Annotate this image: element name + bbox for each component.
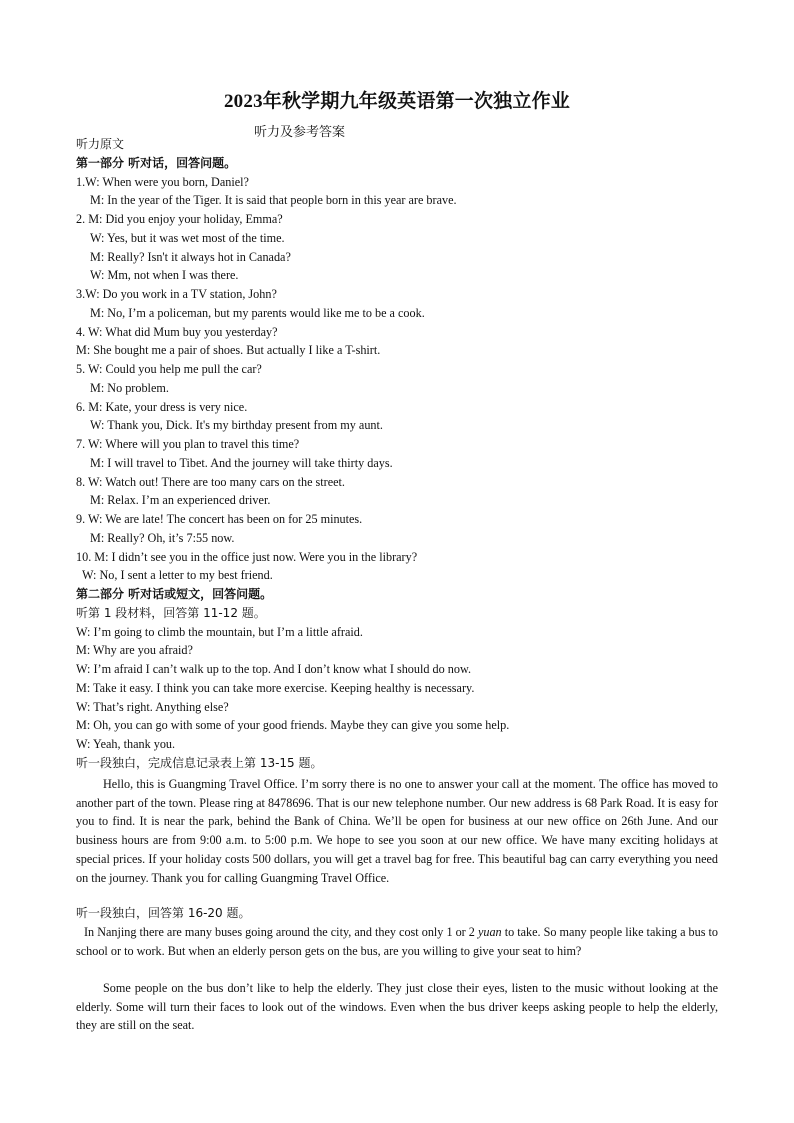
transcript-line: M: Really? Isn't it always hot in Canada?	[90, 249, 291, 264]
transcript-line: 2. M: Did you enjoy your holiday, Emma?	[76, 212, 283, 226]
transcript-line: M: She bought me a pair of shoes. But actually I like a T-shirt.	[76, 343, 381, 358]
transcript-line: 听一段独白，完成信息记录表上第 13-15 题。	[76, 755, 323, 770]
transcript-line: W: I’m going to climb the mountain, but I’m a little afraid.	[76, 624, 363, 639]
paragraph-2-text-a: In Nanjing there are many buses going around the city, and they cost only 1 or 2	[84, 925, 478, 939]
transcript-line: 6. M: Kate, your dress is very nice.	[76, 399, 248, 414]
transcript-line: M: Take it easy. I think you can take more exercise. Keeping healthy is necessary.	[76, 680, 475, 695]
transcript-line: W: Yeah, thank you.	[76, 737, 176, 751]
paragraph-2-yuan: yuan	[477, 925, 502, 939]
paragraph-2-text-b: to take. So many people like taking a bus to school or to work. But when an elderly person gets on the bus, are you willing to give your seat to him?	[76, 925, 718, 958]
transcript-line: 第二部分 听对话或短文，回答问题。	[76, 587, 273, 601]
transcript-line: 听第 1 段材料，回答第 11-12 题。	[76, 605, 266, 620]
transcript-line: 7. W: Where will you plan to travel this time?	[76, 437, 300, 451]
monologue-paragraph-3: Some people on the bus don’t like to help the elderly. They just close their eyes, listen to the music without looking at the elderly. Some will turn their faces to look out of the windows. Even when the bus driver keeps asking people to help the elderly, they are still on the seat.	[76, 981, 718, 1033]
transcript-line: 3.W: Do you work in a TV station, John?	[76, 287, 277, 301]
transcript-line: M: In the year of the Tiger. It is said that people born in this year are brave.	[90, 193, 457, 208]
transcript-line: 10. M: I didn’t see you in the office just now. Were you in the library?	[76, 549, 418, 564]
transcript-line: M: Relax. I’m an experienced driver.	[90, 493, 271, 508]
transcript-line: W: Yes, but it was wet most of the time.	[90, 230, 285, 245]
transcript-line: M: Why are you afraid?	[76, 643, 193, 658]
page-title: 2023年秋学期九年级英语第一次独立作业	[223, 91, 570, 112]
transcript-line: M: Really? Oh, it’s 7:55 now.	[90, 530, 235, 545]
transcript-line: 4. W: What did Mum buy you yesterday?	[76, 324, 278, 339]
transcript-line: 5. W: Could you help me pull the car?	[76, 362, 262, 376]
transcript-line: 第一部分 听对话，回答问题。	[76, 155, 237, 170]
transcript-line: 9. W: We are late! The concert has been on for 25 minutes.	[76, 512, 363, 526]
transcript-line: M: No, I’m a policeman, but my parents would like me to be a cook.	[90, 305, 425, 320]
transcript-line: 听力原文	[76, 137, 125, 151]
monologue-paragraph-2	[76, 923, 718, 960]
transcript-line: W: Mm, not when I was there.	[90, 268, 239, 283]
section-heading-16-20: 听一段独白，回答第 16-20 题。	[76, 906, 251, 920]
transcript-line: M: No problem.	[90, 380, 169, 395]
monologue-paragraph-1: Hello, this is Guangming Travel Office. I’m sorry there is no one to answer your call at the moment. The office has moved to another part of the town. Please ring at 8478696. That is our new telephone number. Our new address is 68 Park Road. It is easy for you to find. It is near the park, behind the Bank of China. We’ll be open for business at our new office on 26th June. And our business hours are from 9:00 a.m. to 5:00 p.m. We hope to see you soon at our new office. We have many exciting holidays at special prices. If your holiday costs 500 dollars, you will get a travel bag for free. This beautiful bag can carry everything you need on the journey. Thank you for calling Guangming Travel Office.	[76, 777, 718, 885]
transcript-line: M: I will travel to Tibet. And the journey will take thirty days.	[90, 455, 393, 470]
page-subtitle: 听力及参考答案	[254, 125, 346, 140]
transcript-line: W: That’s right. Anything else?	[76, 699, 229, 714]
transcript-line: M: Oh, you can go with some of your good friends. Maybe they can give you some help.	[76, 718, 510, 733]
transcript-line: W: Thank you, Dick. It's my birthday present from my aunt.	[90, 418, 383, 433]
transcript-line: 8. W: Watch out! There are too many cars on the street.	[76, 474, 345, 489]
transcript-line: 1.W: When were you born, Daniel?	[76, 174, 249, 189]
transcript-line: W: No, I sent a letter to my best friend.	[82, 568, 273, 583]
transcript-line: W: I’m afraid I can’t walk up to the top. And I don’t know what I should do now.	[76, 662, 472, 676]
